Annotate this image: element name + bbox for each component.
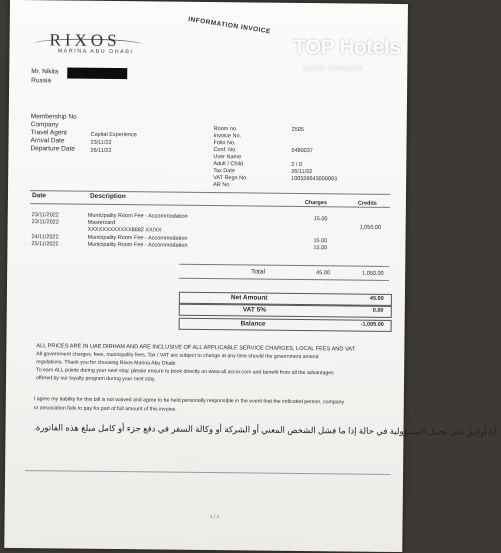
liability-line-2: or association fails to pay for part of full amount of this invoice. <box>33 405 177 413</box>
arrival-label: Arrival Date <box>30 137 65 145</box>
liability-arabic: أنا أوافق على تحمل المسؤولية في حالة إذا ما فشل الشخص المعني أو الشركة أو وكالة السفر في دفع جزء أو كامل مبلغ هذه الفاتورة. <box>33 422 497 438</box>
table-row-1-date: 23/11/2022 <box>31 212 59 219</box>
balance-value: -1,005.00 <box>360 321 384 328</box>
note-line-5: offered by our loyalty program during your next stay. <box>36 375 156 383</box>
table-top-rule <box>30 190 390 195</box>
guest-country: Russia <box>31 77 52 85</box>
room-label: Room no. <box>213 126 238 133</box>
net-amount-label: Net Amount <box>230 294 268 302</box>
conf-label: Conf. No. <box>213 147 237 154</box>
vat-label: VAT 5% <box>242 306 267 314</box>
membership-label: Membership No <box>30 113 77 121</box>
invoice-label: Invoice No. <box>213 133 242 140</box>
total-label: Total <box>251 268 265 276</box>
note-line-2: All government charges, fees, municipality fees, Tax / VAT are subject to change at any time should the government amend <box>36 351 319 361</box>
vat-regn-label: VAT Regn No. <box>213 175 248 182</box>
adult-child-label: Adult / Child <box>213 161 243 168</box>
page-number: 1 / 1 <box>209 514 220 521</box>
guest-name: Mr. Nikita <box>31 68 59 76</box>
table-row-1-desc: Municipality Room Fee - Accommodation <box>87 212 188 220</box>
document-title: INFORMATION INVOICE <box>187 16 272 36</box>
col-credits-header: Credits <box>357 200 377 207</box>
arrival-value: 23/11/22 <box>90 139 112 146</box>
liability-line-1: I agree my liability for this bill is not waived and agree to be held personally responsible in the event that the indicated person, company <box>33 396 345 406</box>
username-label: User Name <box>213 154 242 161</box>
watermark-brand: TOP Hotels <box>293 36 401 59</box>
col-date-header: Date <box>31 192 47 200</box>
table-row-5-charges: 15.00 <box>313 245 328 252</box>
tophotels-watermark <box>285 22 405 86</box>
table-row-3-desc: XXXXXXXXXXXX8682 XX/XX <box>87 226 162 234</box>
totals-box <box>178 292 391 339</box>
travel-agent-value: Capital Experience <box>90 131 137 139</box>
table-row-5-desc: Municipality Room Fee - Accommodation <box>87 241 188 249</box>
note-line-1: ALL PRICES ARE IN UAE DIRHAM AND ARE INCLUSIVE OF ALL APPLICABLE SERVICE CHARGES, LOCAL FEES AND VAT <box>36 343 356 353</box>
travel-agent-label: Travel Agent <box>30 129 67 137</box>
net-amount-value: 45.00 <box>369 295 384 302</box>
tax-date-value: 26/11/22 <box>291 168 313 176</box>
col-charges-header: Charges <box>304 200 327 207</box>
col-description-header: Description <box>89 192 126 201</box>
company-label: Company <box>30 121 59 129</box>
table-header-rule <box>30 200 390 208</box>
total-bottom-rule <box>179 278 389 281</box>
hotel-logo: RIXOS <box>49 30 121 51</box>
table-row-4-charges: 15.00 <box>313 238 328 245</box>
note-line-3: regulations. Thank you for choosing Rixos Marina Abu Dhabi. <box>36 359 177 367</box>
adult-child-value: 2 / 0 <box>291 161 303 168</box>
redaction-bar <box>67 68 127 80</box>
vat-regn-value: 100559643000003 <box>291 175 338 183</box>
table-row-4-date: 24/11/2022 <box>31 234 59 241</box>
table-row-2-date: 23/11/2022 <box>31 219 59 226</box>
room-value: 2505 <box>291 126 304 134</box>
note-line-4: To earn ALL points during your next stay, please ensure to book directly on www.all.accor.com and benefit from all the advantages <box>36 367 334 377</box>
signature-rule <box>25 470 391 475</box>
table-row-4-desc: Municipality Room Fee - Accommodation <box>87 234 188 242</box>
departure-value: 26/11/22 <box>90 147 112 154</box>
table-row-2-credits: 1,050.00 <box>359 224 382 231</box>
vat-value: 0.00 <box>372 307 384 314</box>
conf-value: 5480037 <box>291 147 313 155</box>
tax-date-label: Tax Date <box>213 168 235 175</box>
folio-label: Folio No. <box>213 140 236 147</box>
ar-no-label: AR No <box>213 182 230 189</box>
table-row-5-date: 25/11/2022 <box>31 241 59 248</box>
hotel-logo-subtitle: MARINA ABU DHABI <box>57 48 134 56</box>
table-row-2-desc: Mastercard <box>87 219 116 227</box>
total-charges: 45.00 <box>316 270 330 277</box>
total-credits: 1,050.00 <box>362 270 384 277</box>
total-top-rule <box>179 264 389 267</box>
balance-label: Balance <box>240 320 266 328</box>
vat-row <box>179 304 392 318</box>
table-row-1-charges: 15.00 <box>313 216 328 223</box>
watermark-tagline: ФОТО ТУРИСТА <box>303 66 364 73</box>
departure-label: Departure Date <box>30 145 75 153</box>
